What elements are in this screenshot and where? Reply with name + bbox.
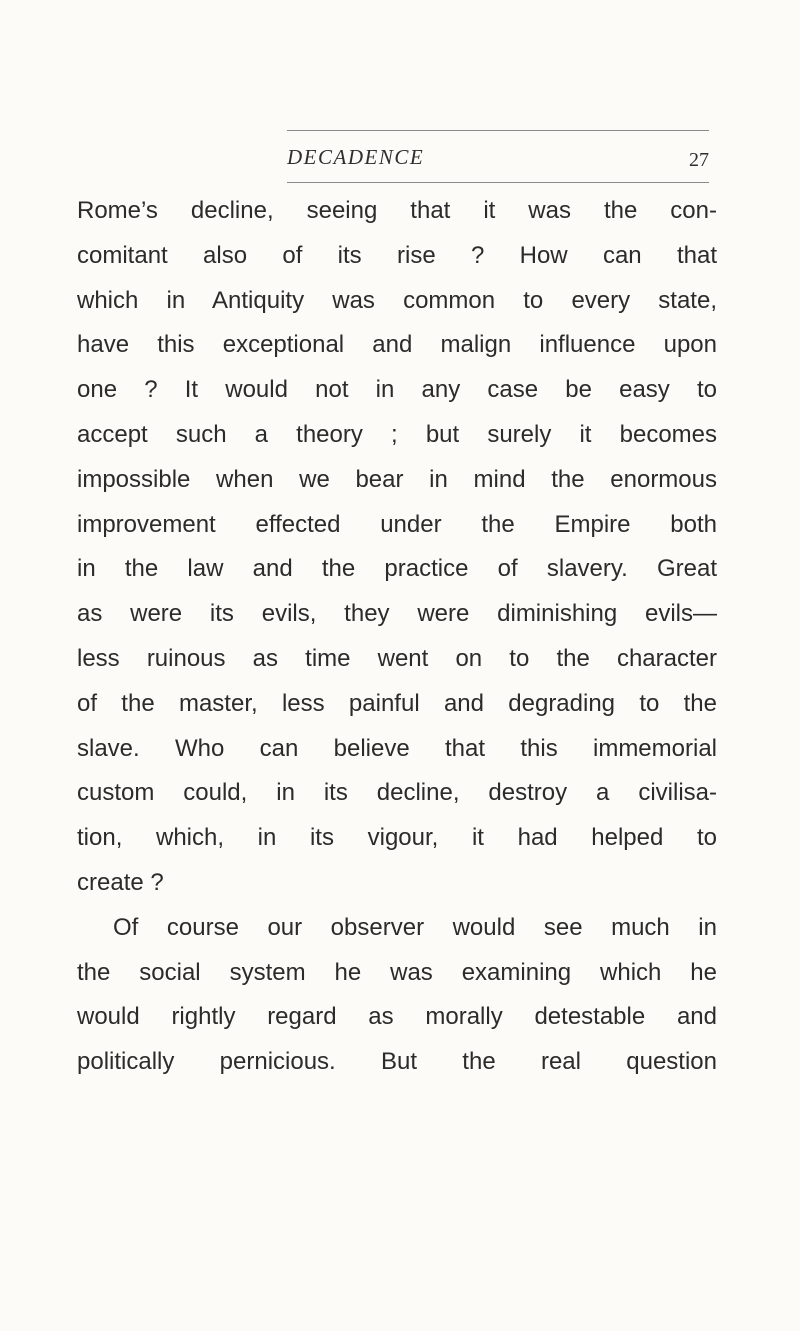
text-line: improvement effected under the Empire both (77, 510, 717, 538)
text-line: tion, which, in its vigour, it had helped to (77, 824, 717, 852)
text-line: comitant also of its rise ? How can that (77, 241, 717, 269)
running-title: DECADENCE (287, 145, 425, 169)
text-line: as were its evils, they were diminishing evils— (77, 600, 717, 628)
text-line: less ruinous as time went on to the character (77, 644, 717, 672)
text-line: impossible when we bear in mind the enormous (77, 465, 717, 493)
text-line: Of course our observer would see much in (113, 913, 717, 941)
running-head (287, 145, 709, 175)
text-line: would rightly regard as morally detestable and (77, 1003, 717, 1031)
text-line: custom could, in its decline, destroy a civilisa- (77, 779, 717, 807)
text-line: accept such a theory ; but surely it becomes (77, 420, 717, 448)
header-bottom-rule (287, 182, 709, 183)
text-line: the social system he was examining which he (77, 958, 717, 986)
text-line: Rome’s decline, seeing that it was the con- (77, 197, 717, 224)
text-line: of the master, less painful and degrading to the (77, 689, 717, 717)
text-line: politically pernicious. But the real question (77, 1048, 717, 1076)
text-line: which in Antiquity was common to every state, (77, 286, 717, 314)
text-line: have this exceptional and malign influence upon (77, 331, 717, 359)
text-line: in the law and the practice of slavery. Great (77, 555, 717, 583)
body-text (77, 189, 717, 1085)
text-line: one ? It would not in any case be easy to (77, 376, 717, 404)
page-number: 27 (689, 149, 709, 171)
text-line: create ? (77, 868, 164, 896)
text-line: slave. Who can believe that this immemorial (77, 734, 717, 762)
header-top-rule (287, 130, 709, 131)
